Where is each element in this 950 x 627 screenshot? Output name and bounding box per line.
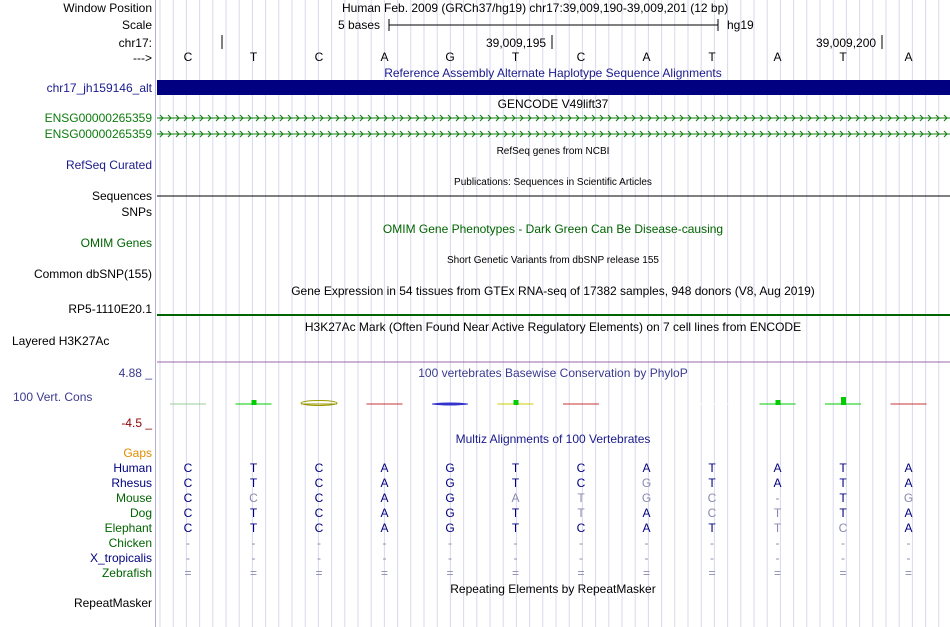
alignment-base[interactable]: =: [446, 566, 454, 580]
gtex-title[interactable]: Gene Expression in 54 tissues from GTEx RNA-seq of 17382 samples, 948 donors (V8, Aug 2019): [291, 284, 815, 298]
alignment-base[interactable]: C: [249, 491, 258, 505]
refseq-label[interactable]: RefSeq Curated: [65, 158, 152, 172]
species-label[interactable]: Mouse: [115, 491, 152, 505]
alignment-base[interactable]: A: [380, 506, 389, 520]
alignment-base[interactable]: -: [513, 536, 518, 550]
publications-label[interactable]: Sequences: [91, 189, 152, 203]
alignment-base[interactable]: C: [314, 521, 324, 535]
ruler-base[interactable]: A: [773, 50, 782, 64]
alignment-base[interactable]: G: [445, 521, 455, 535]
publications-title[interactable]: Publications: Sequences in Scientific Articles: [454, 177, 652, 188]
phylop-score-bar[interactable]: [776, 400, 781, 405]
alignment-base[interactable]: -: [382, 536, 387, 550]
alignment-base[interactable]: -: [644, 551, 649, 565]
ruler-base[interactable]: C: [314, 50, 324, 64]
alignment-base[interactable]: A: [904, 521, 913, 535]
refseq-title[interactable]: RefSeq genes from NCBI: [496, 146, 610, 157]
alignment-base[interactable]: A: [380, 476, 389, 490]
alignment-base[interactable]: -: [841, 551, 845, 565]
ruler-base[interactable]: C: [576, 50, 586, 64]
alignment-base[interactable]: -: [775, 491, 780, 505]
ruler-base[interactable]: C: [183, 50, 193, 64]
alignment-base[interactable]: =: [511, 566, 519, 580]
h3k27ac-label[interactable]: Layered H3K27Ac: [12, 334, 110, 348]
repeatmasker-title[interactable]: Repeating Elements by RepeatMasker: [450, 582, 656, 596]
alignment-base[interactable]: T: [708, 461, 716, 475]
alignment-base[interactable]: T: [249, 506, 258, 520]
alignment-base[interactable]: =: [708, 566, 716, 580]
alignment-base[interactable]: C: [183, 521, 193, 535]
ruler-base[interactable]: A: [380, 50, 389, 64]
phylop-label[interactable]: 100 Vert. Cons: [13, 390, 93, 404]
alignment-base[interactable]: C: [314, 461, 324, 475]
ruler-base[interactable]: A: [642, 50, 651, 64]
phylop-score-bar[interactable]: [252, 400, 257, 405]
alignment-base[interactable]: T: [249, 461, 258, 475]
alignment-base[interactable]: T: [511, 521, 520, 535]
alignment-base[interactable]: A: [380, 461, 389, 475]
alignment-base[interactable]: =: [184, 566, 192, 580]
alignment-base[interactable]: G: [641, 476, 652, 490]
alignment-base[interactable]: C: [183, 491, 193, 505]
alignment-base[interactable]: A: [642, 506, 651, 520]
alignment-base[interactable]: A: [904, 476, 913, 490]
alignment-base[interactable]: -: [644, 536, 649, 550]
multiz-title[interactable]: Multiz Alignments of 100 Vertebrates: [455, 432, 651, 446]
alignment-base[interactable]: T: [511, 476, 520, 490]
alignment-base[interactable]: T: [839, 506, 847, 520]
alignment-base[interactable]: G: [445, 476, 455, 490]
omim-title[interactable]: OMIM Gene Phenotypes - Dark Green Can Be Disease-causing: [382, 222, 724, 236]
alignment-base[interactable]: =: [642, 566, 650, 580]
gtex-label[interactable]: RP5-1110E20.1: [68, 302, 152, 316]
alignment-base[interactable]: A: [773, 476, 782, 490]
alignment-base[interactable]: -: [775, 551, 780, 565]
alignment-base[interactable]: G: [445, 461, 455, 475]
alignment-base[interactable]: T: [773, 521, 782, 535]
alignment-base[interactable]: A: [511, 491, 520, 505]
coord-label-1: 39,009,195: [486, 36, 547, 50]
gencode-title[interactable]: GENCODE V49lift37: [497, 97, 609, 111]
gencode-gene-1-label[interactable]: ENSG00000265359: [44, 111, 152, 125]
snps-label[interactable]: SNPs: [121, 205, 152, 219]
alignment-base[interactable]: T: [708, 476, 716, 490]
strand-label: --->: [133, 51, 152, 65]
alignment-base[interactable]: C: [576, 476, 586, 490]
phylop-score-bar[interactable]: [514, 400, 519, 405]
alignment-base[interactable]: T: [511, 461, 520, 475]
window-position-label: Window Position: [63, 1, 152, 15]
alignment-base[interactable]: C: [314, 476, 324, 490]
scale-assembly: hg19: [727, 18, 754, 32]
phylop-max-label: 4.88 _: [118, 366, 152, 380]
alt-hap-alignment-bar[interactable]: [157, 80, 950, 95]
species-label[interactable]: Chicken: [108, 536, 152, 550]
alignment-base[interactable]: A: [642, 521, 651, 535]
alt-hap-label[interactable]: chr17_jh159146_alt: [46, 81, 152, 95]
dbsnp-title[interactable]: Short Genetic Variants from dbSNP release 155: [447, 255, 659, 266]
alignment-base[interactable]: C: [707, 506, 717, 520]
alignment-base[interactable]: T: [708, 521, 716, 535]
alignment-base[interactable]: T: [577, 506, 585, 520]
alignment-base[interactable]: -: [448, 551, 452, 565]
species-label[interactable]: Elephant: [104, 521, 152, 535]
ruler-base[interactable]: T: [839, 50, 847, 64]
alignment-base[interactable]: A: [380, 491, 389, 505]
alignment-base[interactable]: -: [841, 536, 845, 550]
alignment-base[interactable]: -: [513, 551, 518, 565]
species-label[interactable]: X_tropicalis: [89, 551, 152, 565]
alignment-base[interactable]: -: [579, 551, 583, 565]
alignment-base[interactable]: =: [315, 566, 323, 580]
alignment-base[interactable]: =: [380, 566, 388, 580]
alignment-base[interactable]: A: [642, 461, 651, 475]
ruler-base[interactable]: G: [445, 50, 455, 64]
alignment-base[interactable]: T: [839, 491, 847, 505]
species-label[interactable]: Human: [113, 461, 152, 475]
window-position-text[interactable]: Human Feb. 2009 (GRCh37/hg19) chr17:39,009,190-39,009,201 (12 bp): [342, 1, 729, 15]
alignment-base[interactable]: C: [314, 506, 324, 520]
ruler-base[interactable]: T: [511, 50, 520, 64]
alignment-base[interactable]: -: [186, 551, 190, 565]
dbsnp-label[interactable]: Common dbSNP(155): [33, 267, 152, 281]
alignment-base[interactable]: -: [906, 536, 911, 550]
alignment-base[interactable]: -: [251, 536, 256, 550]
alignment-base[interactable]: -: [186, 536, 190, 550]
alignment-base[interactable]: C: [838, 521, 848, 535]
repeatmasker-label[interactable]: RepeatMasker: [73, 596, 152, 610]
scale-text: 5 bases: [338, 18, 381, 32]
alignment-base[interactable]: -: [382, 551, 387, 565]
alignment-base[interactable]: C: [576, 461, 586, 475]
alignment-base[interactable]: -: [710, 551, 714, 565]
alignment-base[interactable]: =: [577, 566, 585, 580]
alignment-base[interactable]: G: [641, 491, 652, 505]
alignment-base[interactable]: T: [839, 461, 847, 475]
alignment-base[interactable]: =: [249, 566, 257, 580]
alignment-base[interactable]: C: [707, 491, 717, 505]
alignment-base[interactable]: =: [904, 566, 912, 580]
alignment-base[interactable]: A: [380, 521, 389, 535]
gaps-label[interactable]: Gaps: [123, 446, 152, 460]
alignment-base[interactable]: -: [251, 551, 256, 565]
species-label[interactable]: Zebrafish: [101, 566, 152, 580]
alignment-base[interactable]: G: [445, 506, 455, 520]
alignment-base[interactable]: C: [314, 491, 324, 505]
alignment-base[interactable]: T: [249, 476, 258, 490]
alignment-base[interactable]: G: [445, 491, 455, 505]
ruler-base[interactable]: T: [249, 50, 258, 64]
ruler-base[interactable]: T: [708, 50, 716, 64]
scale-label: Scale: [121, 18, 152, 32]
alignment-base[interactable]: T: [839, 476, 847, 490]
alignment-base[interactable]: -: [710, 536, 714, 550]
species-label[interactable]: Dog: [129, 506, 152, 520]
alignment-base[interactable]: C: [576, 521, 586, 535]
alignment-base[interactable]: -: [906, 551, 911, 565]
alignment-base[interactable]: T: [511, 506, 520, 520]
alignment-base[interactable]: T: [249, 521, 258, 535]
h3k27ac-title[interactable]: H3K27Ac Mark (Often Found Near Active Regulatory Elements) on 7 cell lines from ENCODE: [304, 320, 802, 334]
chrom-label: chr17:: [118, 36, 152, 50]
phylop-title[interactable]: 100 vertebrates Basewise Conservation by PhyloP: [418, 366, 688, 380]
alignment-base[interactable]: =: [773, 566, 781, 580]
omim-label[interactable]: OMIM Genes: [80, 236, 152, 250]
gencode-gene-2-label[interactable]: ENSG00000265359: [44, 127, 152, 141]
alignment-base[interactable]: -: [317, 536, 321, 550]
phylop-score-bar[interactable]: [841, 397, 846, 405]
ruler-base[interactable]: A: [904, 50, 913, 64]
coord-label-2: 39,009,200: [816, 36, 877, 50]
alignment-base[interactable]: C: [183, 506, 193, 520]
alignment-base[interactable]: C: [183, 461, 193, 475]
alignment-base[interactable]: A: [904, 506, 913, 520]
alignment-base[interactable]: -: [775, 536, 780, 550]
alignment-base[interactable]: T: [577, 491, 585, 505]
alt-hap-title[interactable]: Reference Assembly Alternate Haplotype Sequence Alignments: [384, 66, 722, 80]
alignment-base[interactable]: G: [903, 491, 914, 505]
alignment-base[interactable]: -: [317, 551, 321, 565]
alignment-base[interactable]: -: [448, 536, 452, 550]
alignment-base[interactable]: C: [183, 476, 193, 490]
alignment-base[interactable]: A: [773, 461, 782, 475]
phylop-score-mark[interactable]: [432, 403, 468, 406]
phylop-min-label: -4.5 _: [121, 416, 152, 430]
species-label[interactable]: Rhesus: [111, 476, 152, 490]
alignment-base[interactable]: A: [904, 461, 913, 475]
alignment-base[interactable]: T: [773, 506, 782, 520]
alignment-base[interactable]: -: [579, 536, 583, 550]
alignment-base[interactable]: =: [839, 566, 847, 580]
